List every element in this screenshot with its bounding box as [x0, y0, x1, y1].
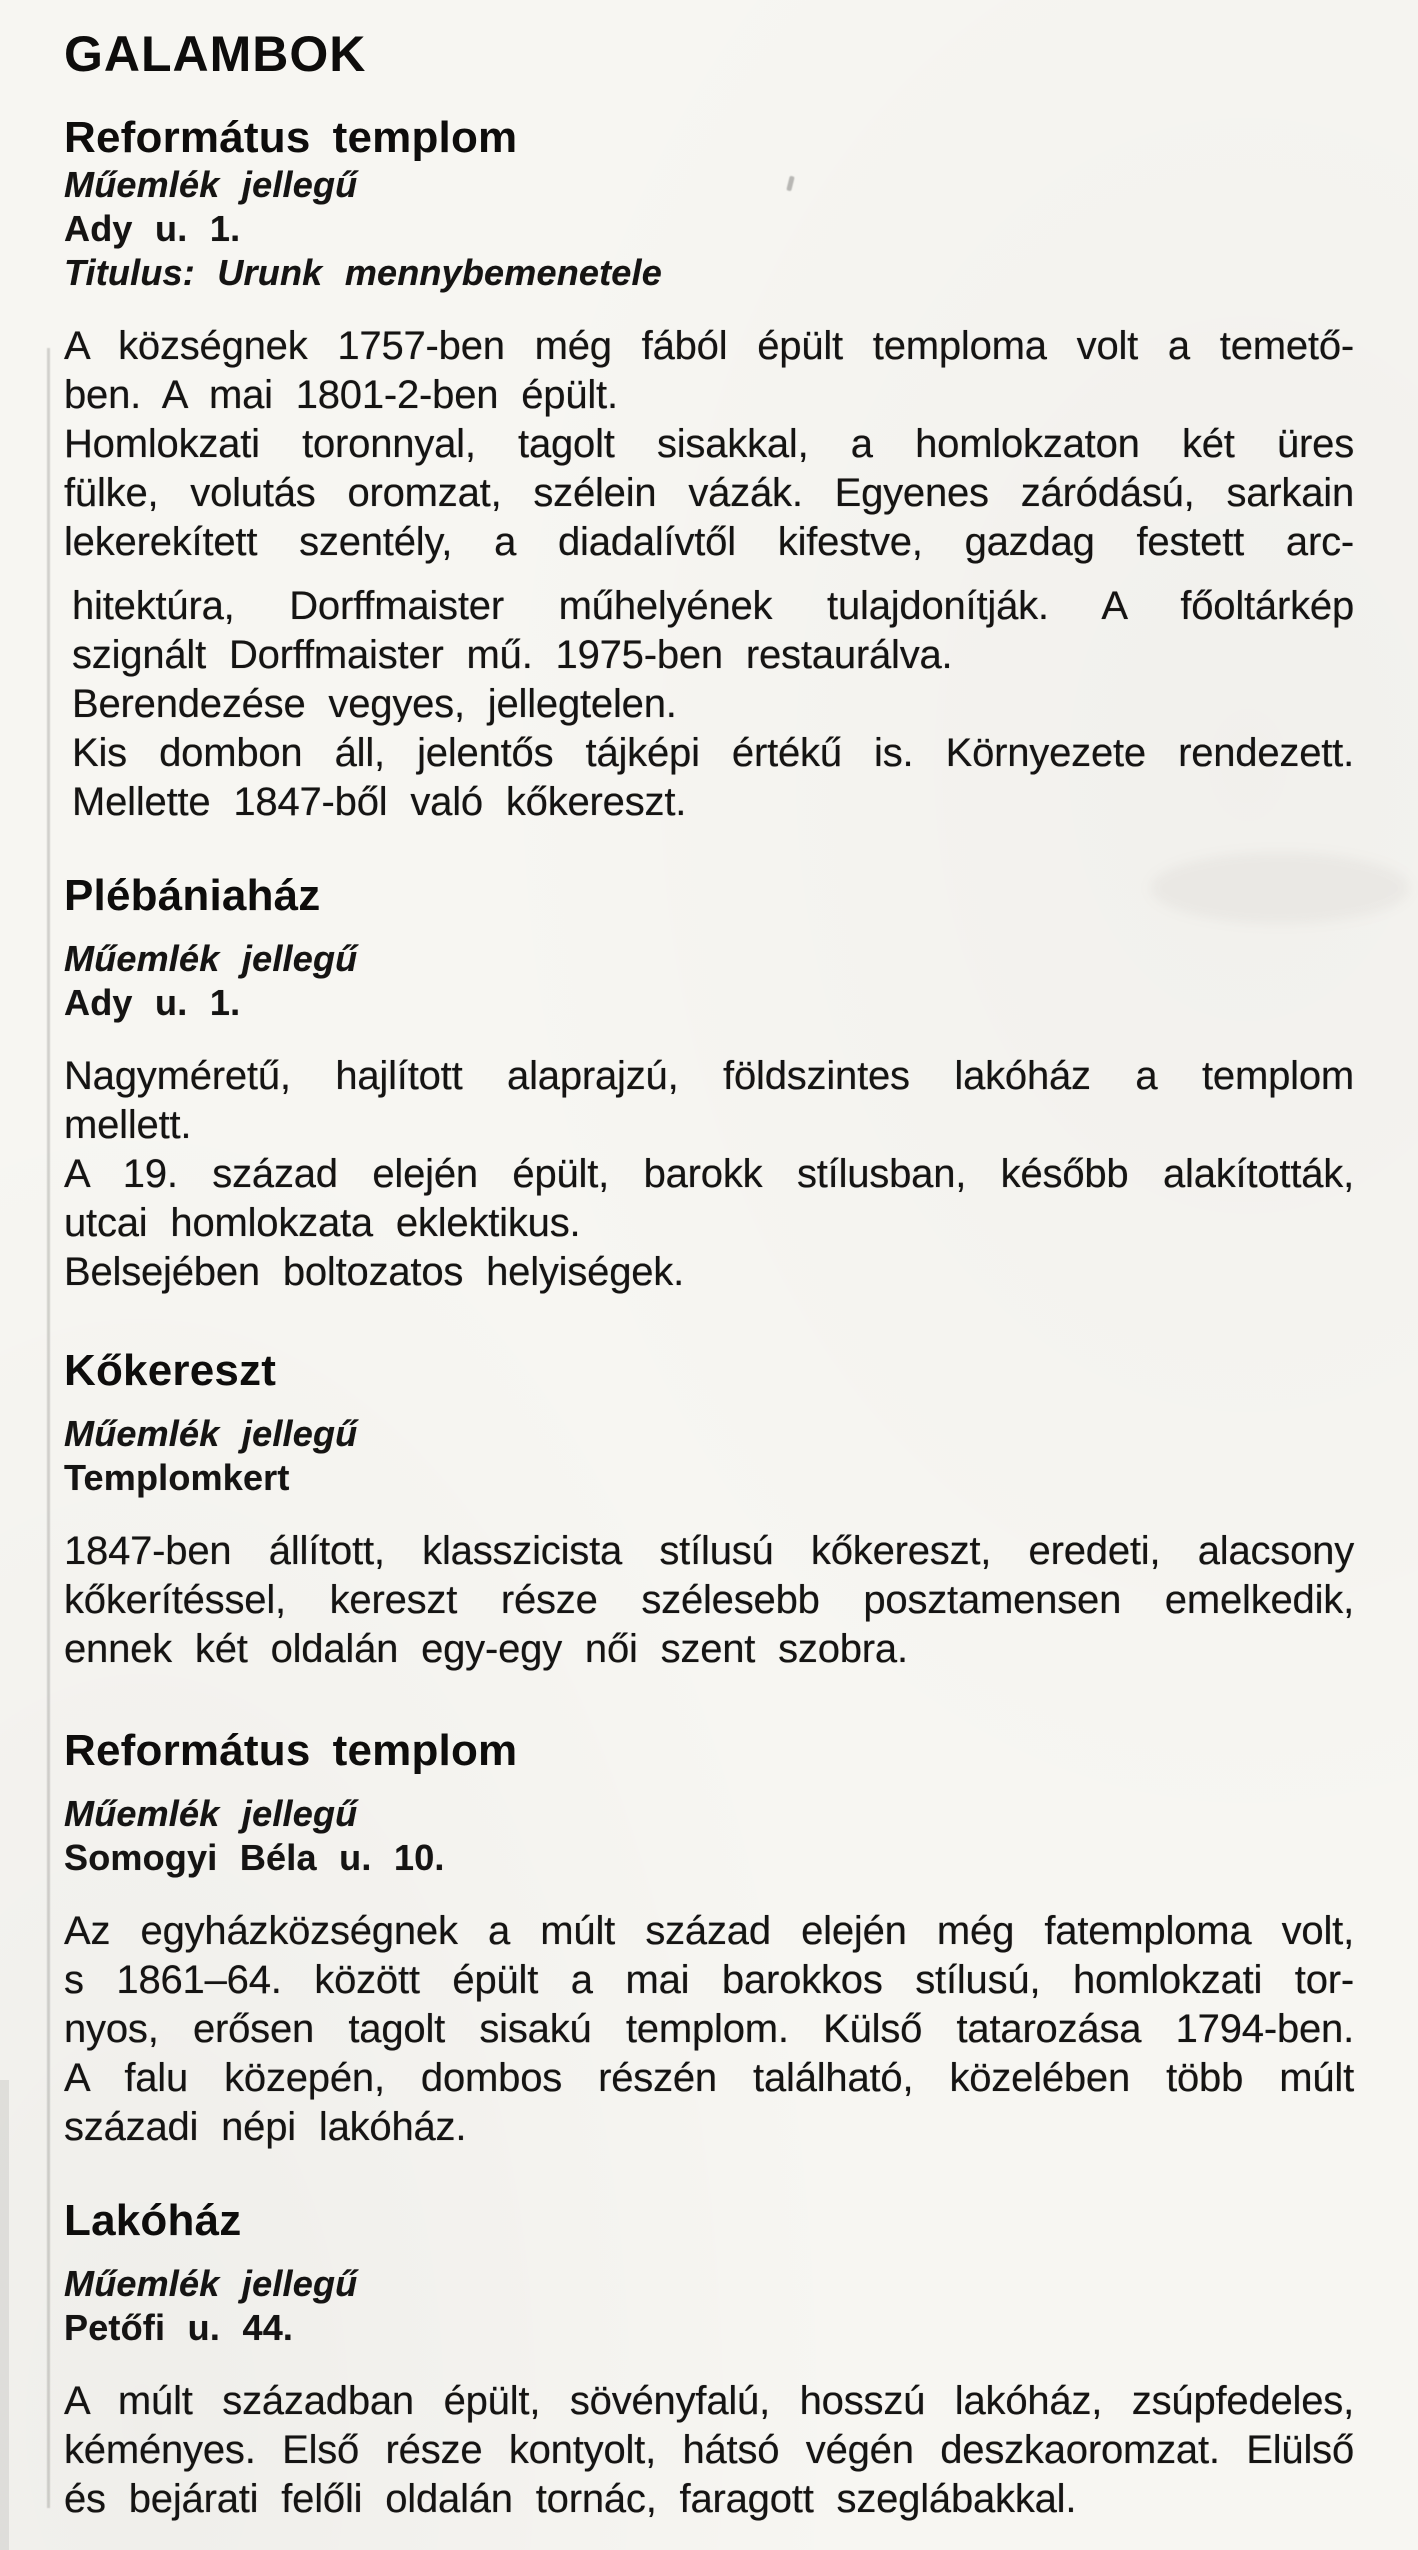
- text-line: lekerekített szentély, a diadalívtől kifestve, gazdag festett arc-: [64, 520, 1354, 564]
- monument-meta: [64, 1792, 1354, 1880]
- page-title: GALAMBOK: [64, 26, 367, 82]
- section-heading: Református templom: [64, 113, 518, 162]
- text-line: kéményes. Első része kontyolt, hátsó végén deszkaoromzat. Elülső: [64, 2428, 1354, 2472]
- text-line: 1847-ben állított, klasszicista stílusú kőkereszt, eredeti, alacsony: [64, 1529, 1354, 1573]
- text-line: és bejárati felőli oldalán tornác, faragott szeglábakkal.: [64, 2477, 1077, 2521]
- text-line: Kis dombon áll, jelentős tájképi értékű is. Környezete rendezett.: [72, 731, 1354, 775]
- address: Ady u. 1.: [64, 982, 241, 1023]
- text-line: A községnek 1757-ben még fából épült temploma volt a temető-: [64, 324, 1354, 368]
- text-line: ennek két oldalán egy-egy női szent szobra.: [64, 1627, 908, 1671]
- text-line: hitektúra, Dorffmaister műhelyének tulajdonítják. A főoltárkép: [72, 584, 1354, 628]
- address: Templomkert: [64, 1457, 290, 1498]
- address: Somogyi Béla u. 10.: [64, 1837, 445, 1878]
- description: [64, 2377, 1354, 2524]
- monument-section-reformatus-templom-1: [64, 113, 1354, 827]
- scan-edge-shadow: [0, 2080, 9, 2550]
- description: [64, 1052, 1354, 1297]
- monument-meta: [64, 1412, 1354, 1500]
- description: [64, 322, 1354, 827]
- monument-meta: [64, 2262, 1354, 2350]
- protection-status: Műemlék jellegű: [64, 1793, 358, 1834]
- text-line: Belsejében boltozatos helyiségek.: [64, 1250, 685, 1294]
- text-line: ben. A mai 1801-2-ben épült.: [64, 373, 618, 417]
- text-line: kőkerítéssel, kereszt része szélesebb posztamensen emelkedik,: [64, 1578, 1354, 1622]
- text-line: utcai homlokzata eklektikus.: [64, 1201, 581, 1245]
- text-line: Berendezése vegyes, jellegtelen.: [72, 682, 677, 726]
- monument-section-kokereszt: [64, 1346, 1354, 1674]
- titulus: Titulus: Urunk mennybemenetele: [64, 252, 662, 293]
- protection-status: Műemlék jellegű: [64, 2263, 358, 2304]
- monument-section-reformatus-templom-2: [64, 1726, 1354, 2152]
- monument-meta: [64, 937, 1354, 1025]
- text-line: s 1861–64. között épült a mai barokkos stílusú, homlokzati tor-: [64, 1958, 1354, 2002]
- text-line: mellett.: [64, 1103, 192, 1147]
- scan-gutter-shadow: [47, 348, 50, 2508]
- address: Ady u. 1.: [64, 208, 241, 249]
- protection-status: Műemlék jellegű: [64, 938, 358, 979]
- text-line: Mellette 1847-ből való kőkereszt.: [72, 780, 687, 824]
- text-line: Nagyméretű, hajlított alaprajzú, földszintes lakóház a templom: [64, 1054, 1354, 1098]
- description: [64, 1907, 1354, 2152]
- monument-section-plebaniahaz: [64, 871, 1354, 1297]
- monument-section-lakohaz: [64, 2196, 1354, 2524]
- text-line: századi népi lakóház.: [64, 2105, 467, 2149]
- section-heading: Lakóház: [64, 2196, 242, 2245]
- section-heading: Református templom: [64, 1726, 518, 1775]
- description: [64, 1527, 1354, 1674]
- text-line: szignált Dorffmaister mű. 1975-ben restaurálva.: [72, 633, 953, 677]
- monument-meta: [64, 163, 1354, 295]
- protection-status: Műemlék jellegű: [64, 164, 358, 205]
- text-line: Az egyházközségnek a múlt század elején még fatemploma volt,: [64, 1909, 1354, 1953]
- text-line: nyos, erősen tagolt sisakú templom. Külső tatarozása 1794-ben.: [64, 2007, 1354, 2051]
- protection-status: Műemlék jellegű: [64, 1413, 358, 1454]
- text-line: A falu közepén, dombos részén található, közelében több múlt: [64, 2056, 1354, 2100]
- scan-smudge: [1150, 852, 1410, 924]
- text-line: Homlokzati toronnyal, tagolt sisakkal, a homlokzaton két üres: [64, 422, 1354, 466]
- text-line: A 19. század elején épült, barokk stílusban, később alakították,: [64, 1152, 1354, 1196]
- text-line: fülke, volutás oromzat, szélein vázák. Egyenes záródású, sarkain: [64, 471, 1354, 515]
- address: Petőfi u. 44.: [64, 2307, 294, 2348]
- section-heading: Kőkereszt: [64, 1346, 277, 1395]
- section-heading: Plébániaház: [64, 871, 321, 920]
- text-line: A múlt században épült, sövényfalú, hosszú lakóház, zsúpfedeles,: [64, 2379, 1354, 2423]
